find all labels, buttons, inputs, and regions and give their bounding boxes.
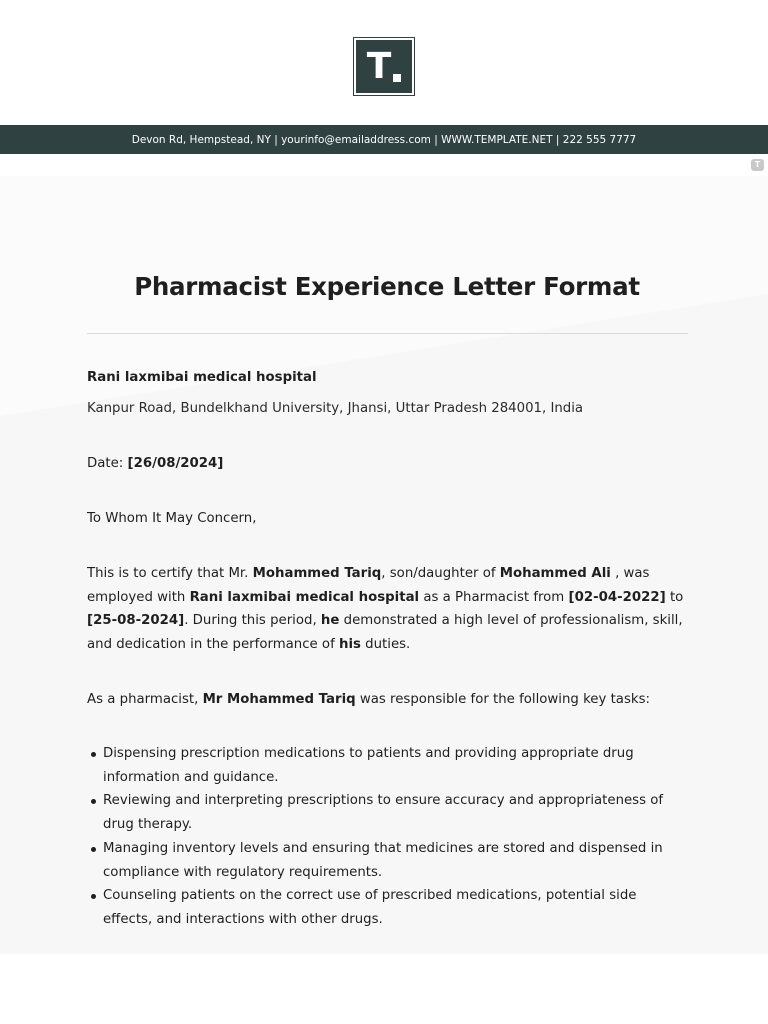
para1-text: demonstrated a high level of professionalism, skill, and dedication in the performance of bbox=[87, 613, 683, 653]
certification-paragraph bbox=[87, 562, 687, 657]
template-watermark-icon: T bbox=[751, 159, 764, 171]
start-date: [02-04-2022] bbox=[568, 589, 666, 605]
para1-text: , son/daughter of bbox=[381, 566, 500, 581]
organization-address: Kanpur Road, Bundelkhand University, Jhansi, Uttar Pradesh 284001, India bbox=[87, 401, 584, 416]
responsibilities-intro bbox=[87, 688, 687, 712]
contact-info-bar: Devon Rd, Hempstead, NY | yourinfo@emailaddress.com | WWW.TEMPLATE.NET | 222 555 7777 bbox=[0, 125, 768, 154]
possessive-pronoun: his bbox=[338, 637, 361, 653]
employee-full-name: Mr Mohammed Tariq bbox=[202, 692, 356, 707]
parent-name: Mohammed Ali bbox=[499, 566, 611, 581]
task-list bbox=[87, 742, 687, 932]
employer-name: Rani laxmibai medical hospital bbox=[189, 589, 420, 605]
title-divider bbox=[87, 333, 688, 334]
logo-mark bbox=[356, 40, 412, 93]
employee-name: Mohammed Tariq bbox=[252, 566, 382, 581]
list-item: Counseling patients on the correct use of prescribed medications, potential side effects, and interactions with other drugs. bbox=[87, 884, 687, 931]
para1-text: duties. bbox=[360, 637, 411, 653]
date-label: Date: bbox=[87, 456, 128, 471]
list-item: Reviewing and interpreting prescriptions to ensure accuracy and appropriateness of drug therapy. bbox=[87, 789, 687, 836]
para1-text: as a Pharmacist from bbox=[419, 589, 569, 605]
date-line bbox=[87, 452, 223, 476]
list-item: Dispensing prescription medications to patients and providing appropriate drug information and guidance. bbox=[87, 742, 687, 789]
para2-text: was responsible for the following key tasks: bbox=[355, 692, 650, 707]
para1-text: to bbox=[665, 589, 684, 605]
organization-name: Rani laxmibai medical hospital bbox=[87, 370, 317, 385]
logo-dot bbox=[393, 74, 401, 82]
pronoun: he bbox=[320, 613, 340, 629]
para1-text: . During this period, bbox=[184, 613, 321, 629]
para1-text: , was employed with bbox=[87, 566, 650, 605]
para2-text: As a pharmacist, bbox=[87, 692, 203, 707]
salutation: To Whom It May Concern, bbox=[87, 511, 257, 526]
end-date: [25-08-2024] bbox=[87, 613, 185, 629]
company-logo bbox=[353, 37, 415, 96]
document-title: Pharmacist Experience Letter Format bbox=[134, 272, 640, 301]
logo-letter-text: T bbox=[366, 45, 392, 87]
para1-text: This is to certify that Mr. bbox=[87, 566, 253, 581]
date-value: [26/08/2024] bbox=[127, 456, 224, 471]
logo-letter bbox=[366, 45, 402, 87]
list-item: Managing inventory levels and ensuring that medicines are stored and dispensed in compliance with regulatory requirements. bbox=[87, 837, 687, 884]
